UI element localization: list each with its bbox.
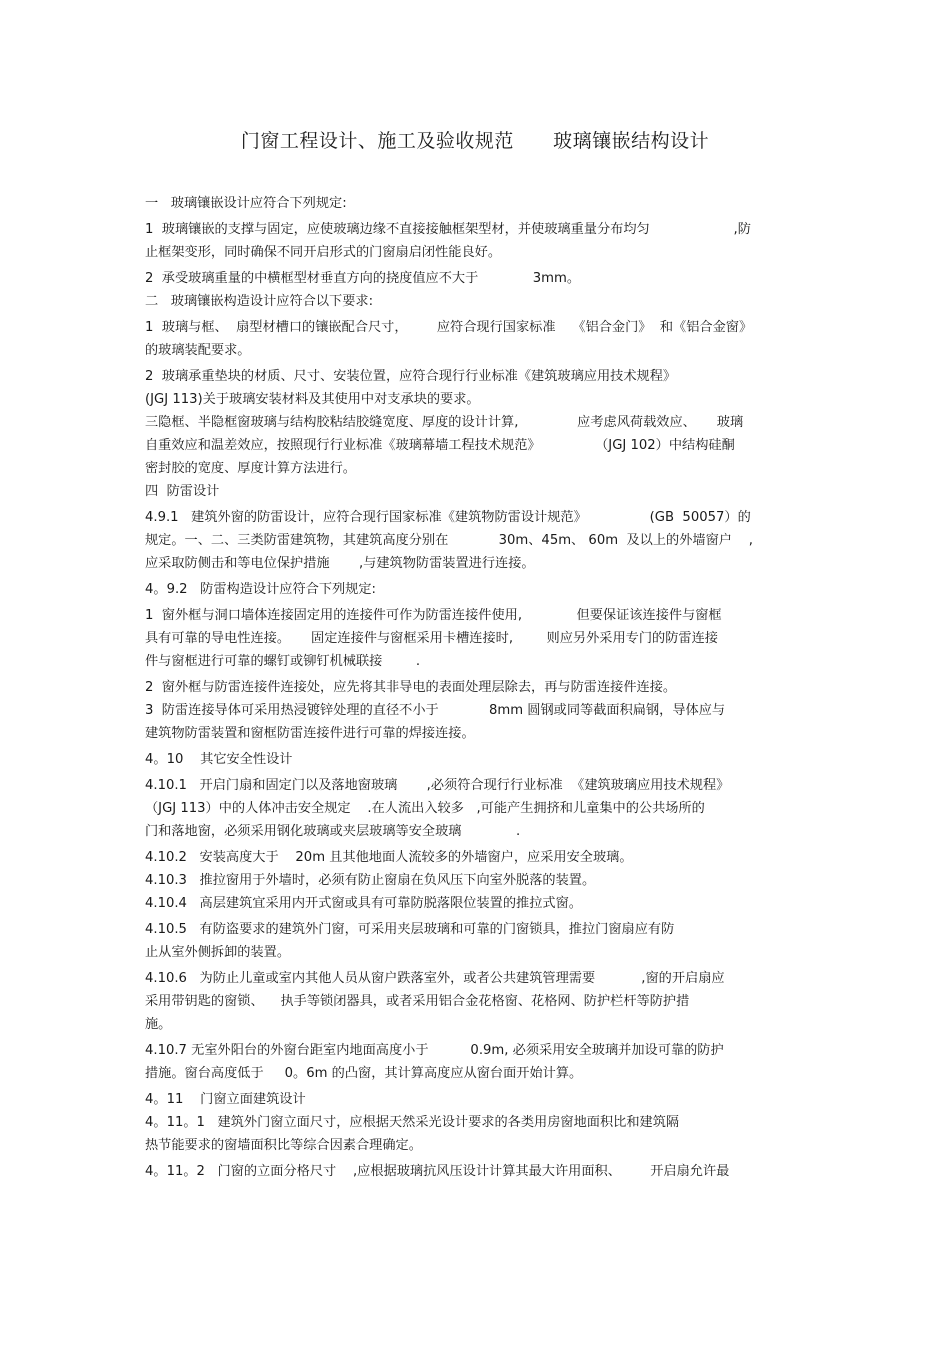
text-line: 热节能要求的窗墙面积比等综合因素合理确定。 bbox=[145, 1138, 422, 1153]
text-line: 的玻璃装配要求。 bbox=[145, 343, 251, 358]
text-line: （JGJ 113）中的人体冲击安全规定 .在人流出入较多 ,可能产生拥挤和儿童集中的公共场所的 bbox=[145, 801, 705, 816]
text-line: 止框架变形，同时确保不同开启形式的门窗扇启闭性能良好。 bbox=[145, 245, 502, 260]
text-line: 一 玻璃镶嵌设计应符合下列规定: bbox=[145, 196, 347, 211]
text-line: 三隐框、半隐框窗玻璃与结构胶粘结胶缝宽度、厚度的设计计算, 应考虑风荷载效应、 玻璃 bbox=[145, 415, 744, 430]
text-line: 规定。一、二、三类防雷建筑物，其建筑高度分别在 30m、45m、 60m 及以上的外墙窗户 , bbox=[145, 533, 753, 548]
text-line: 自重效应和温差效应，按照现行行业标准《玻璃幕墙工程技术规范》 （JGJ 102）中结构硅酮 bbox=[145, 438, 735, 453]
text-line: 1 玻璃镶嵌的支撑与固定，应使玻璃边缘不直接接触框架型材，并使玻璃重量分布均匀 ,防 bbox=[145, 222, 751, 237]
text-line: 4。11。1 建筑外门窗立面尺寸，应根据天然采光设计要求的各类用房窗地面积比和建筑隔 bbox=[145, 1115, 680, 1130]
text-line: 4.10.5 有防盗要求的建筑外门窗，可采用夹层玻璃和可靠的门窗锁具，推拉门窗扇应有防 bbox=[145, 922, 675, 937]
text-line: 4.10.4 高层建筑宜采用内开式窗或具有可靠防脱落限位装置的推拉式窗。 bbox=[145, 896, 582, 911]
text-line: (JGJ 113)关于玻璃安装材料及其使用中对支承块的要求。 bbox=[145, 392, 480, 407]
text-line: 应采取防侧击和等电位保护措施 ,与建筑物防雷装置进行连接。 bbox=[145, 556, 535, 571]
text-line: 止从室外侧拆卸的装置。 bbox=[145, 945, 291, 960]
text-line: 4.10.1 开启门扇和固定门以及落地窗玻璃 ,必须符合现行行业标准 《建筑玻璃应用技术规程》 bbox=[145, 778, 730, 793]
text-line: 具有可靠的导电性连接。 固定连接件与窗框采用卡槽连接时, 则应另外采用专门的防雷连接 bbox=[145, 631, 718, 646]
document-body bbox=[145, 192, 810, 1183]
section-heading: 四 防雷设计 bbox=[145, 484, 220, 499]
text-line: 件与窗框进行可靠的螺钉或铆钉机械联接 . bbox=[145, 654, 421, 669]
text-line: 施。 bbox=[145, 1017, 172, 1032]
text-line: 3 防雷连接导体可采用热浸镀锌处理的直径不小于 8mm 圆钢或同等截面积扁钢，导体应与 bbox=[145, 703, 726, 718]
text-line: 2 承受玻璃重量的中横框型材垂直方向的挠度值应不大于 3mm。 bbox=[145, 271, 581, 286]
section-heading: 4。9.2 防雷构造设计应符合下列规定: bbox=[145, 582, 377, 597]
text-line: 4.10.2 安装高度大于 20m 且其他地面人流较多的外墙窗户，应采用安全玻璃。 bbox=[145, 850, 633, 865]
document-title: 门窗工程设计、施工及验收规范 玻璃镶嵌结构设计 bbox=[240, 130, 710, 152]
section-heading: 4。10 其它安全性设计 bbox=[145, 752, 293, 767]
text-line: 4.10.6 为防止儿童或室内其他人员从窗户跌落室外，或者公共建筑管理需要 ,窗的开启扇应 bbox=[145, 971, 725, 986]
text-line: 1 玻璃与框、 扇型材槽口的镶嵌配合尺寸， 应符合现行国家标准 《铝合金门》 和《铝合金窗》 bbox=[145, 320, 753, 335]
text-line: 2 窗外框与防雷连接件连接处，应先将其非导电的表面处理层除去，再与防雷连接件连接。 bbox=[145, 680, 677, 695]
text-line: 4.9.1 建筑外窗的防雷设计，应符合现行国家标准《建筑物防雷设计规范》 (GB 50057）的 bbox=[145, 510, 751, 525]
text-line: 4.10.3 推拉窗用于外墙时，必须有防止窗扇在负风压下向室外脱落的装置。 bbox=[145, 873, 596, 888]
text-line: 二 玻璃镶嵌构造设计应符合以下要求: bbox=[145, 294, 374, 309]
text-line: 密封胶的宽度、厚度计算方法进行。 bbox=[145, 461, 356, 476]
text-line: 4.10.7 无室外阳台的外窗台距室内地面高度小于 0.9m, 必须采用安全玻璃并加设可靠的防护 bbox=[145, 1043, 724, 1058]
section-heading: 4。11 门窗立面建筑设计 bbox=[145, 1092, 306, 1107]
text-line: 措施。窗台高度低于 0。6m 的凸窗，其计算高度应从窗台面开始计算。 bbox=[145, 1066, 583, 1081]
text-line: 采用带钥匙的窗锁、 执手等锁闭器具，或者采用铝合金花格窗、花格网、防护栏杆等防护措 bbox=[145, 994, 690, 1009]
text-line: 4。11。2 门窗的立面分格尺寸 ,应根据玻璃抗风压设计计算其最大许用面积、 开启扇允许最 bbox=[145, 1164, 730, 1179]
text-line: 门和落地窗，必须采用钢化玻璃或夹层玻璃等安全玻璃 . bbox=[145, 824, 521, 839]
text-line: 2 玻璃承重垫块的材质、尺寸、安装位置，应符合现行行业标准《建筑玻璃应用技术规程》 bbox=[145, 369, 677, 384]
text-line: 1 窗外框与洞口墙体连接固定用的连接件可作为防雷连接件使用, 但要保证该连接件与窗框 bbox=[145, 608, 722, 623]
text-line: 建筑物防雷装置和窗框防雷连接件进行可靠的焊接连接。 bbox=[145, 726, 475, 741]
